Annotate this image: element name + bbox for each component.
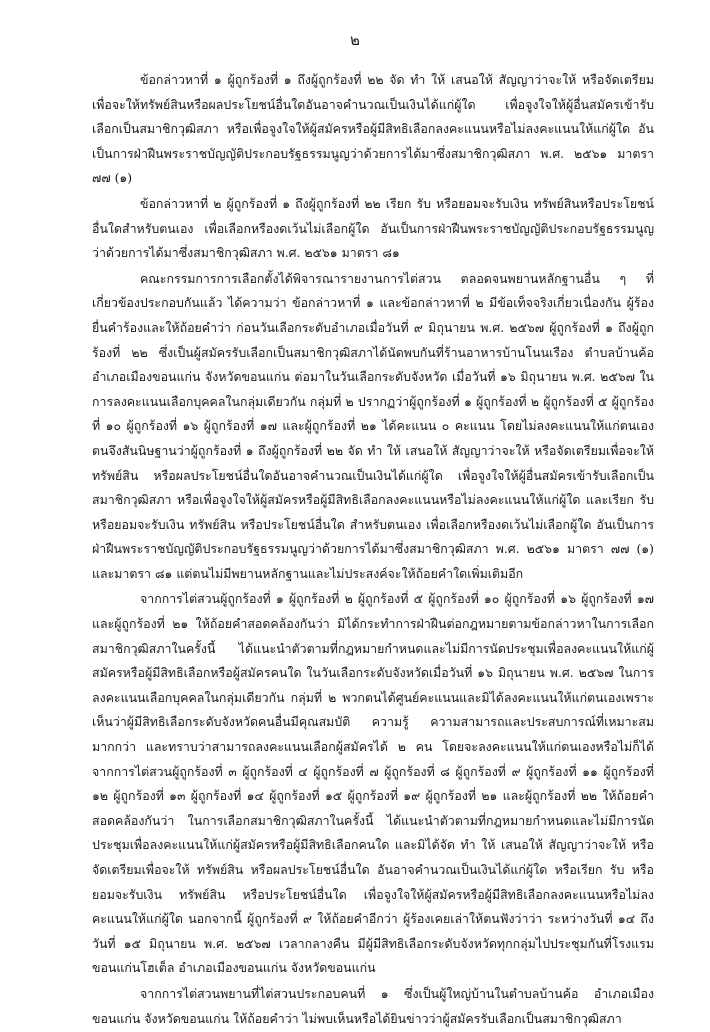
paragraph-witness-inquiry: จากการไต่สวนพยานที่ไต่สวนประกอบคนที่ ๑ ซึ่งเป็นผู้ใหญ่บ้านในตำบลบ้านค้อ อำเภอเมืองขอนแก่น จังหวัดขอนแก่น ให้ถ้อยคำว่า ไม่พบเห็นหรือได้ยินข่าวว่าผู้สมัครรับเลือกเป็นสมาชิกวุฒิสภา bbox=[92, 985, 654, 1026]
paragraph-allegation-1: ข้อกล่าวหาที่ ๑ ผู้ถูกร้องที่ ๑ ถึงผู้ถูกร้องที่ ๒๒ จัด ทำ ให้ เสนอให้ สัญญาว่าจะให้ หรือจัดเตรียมเพื่อจะให้ทรัพย์สินหรือผลประโยชน์อื่นใดอันอาจคำนวณเป็นเงินได้แก่ผู้ใด เพื่อจูงใจให้ผู้อื่นสมัครเข้ารับเลือกเป็นสมาชิกวุฒิสภา หรือเพื่อจูงใจให้ผู้สมัครหรือผู้มีสิทธิเลือกลงคะแนนหรือไม่ลงคะแนนให้แก่ผู้ใด อันเป็นการฝ่าฝืนพระราชบัญญัติประกอบรัฐธรรมนูญว่าด้วยการได้มาซึ่งสมาชิกวุฒิสภา พ.ศ. ๒๕๖๑ มาตรา ๗๗ (๑) bbox=[92, 72, 654, 186]
page-number: ๒ bbox=[350, 31, 360, 49]
paragraph-committee-consideration: คณะกรรมการการเลือกตั้งได้พิจารณารายงานการไต่สวน ตลอดจนพยานหลักฐานอื่น ๆ ที่เกี่ยวข้องประกอบกันแล้ว ได้ความว่า ข้อกล่าวหาที่ ๑ และข้อกล่าวหาที่ ๒ มีข้อเท็จจริงเกี่ยวเนื่องกัน ผู้ร้องยื่นคำร้องและให้ถ้อยคำว่า ก่อนวันเลือกระดับอำเภอเมื่อวันที่ ๙ มิถุนายน พ.ศ. ๒๕๖๗ ผู้ถูกร้องที่ ๑ ถึงผู้ถูกร้องที่ ๒๒ ซึ่งเป็นผู้สมัครรับเลือกเป็นสมาชิกวุฒิสภาได้นัดพบกันที่ร้านอาหารบ้านโนนเรือง ตำบลบ้านค้อ อำเภอเมืองขอนแก่น จังหวัดขอนแก่น ต่อมาในวันเลือกระดับจังหวัด เมื่อวันที่ ๑๖ มิถุนายน พ.ศ. ๒๕๖๗ ในการลงคะแนนเลือกบุคคลในกลุ่มเดียวกัน กลุ่มที่ ๒ ปรากฏว่าผู้ถูกร้องที่ ๑ ผู้ถูกร้องที่ ๒ ผู้ถูกร้องที่ ๕ ผู้ถูกร้องที่ ๑๐ ผู้ถูกร้องที่ ๑๖ ผู้ถูกร้องที่ ๑๗ และผู้ถูกร้องที่ ๒๑ ได้คะแนน ๐ คะแนน โดยไม่ลงคะแนนให้แก่ตนเอง ตนจึงสันนิษฐานว่าผู้ถูกร้องที่ ๑ ถึงผู้ถูกร้องที่ ๒๒ จัด ทำ ให้ เสนอให้ สัญญาว่าจะให้ หรือจัดเตรียมเพื่อจะให้ ทรัพย์สิน หรือผลประโยชน์อื่นใดอันอาจคำนวณเป็นเงินได้แก่ผู้ใด เพื่อจูงใจให้ผู้อื่นสมัครเข้ารับเลือกเป็นสมาชิกวุฒิสภา หรือเพื่อจูงใจให้ผู้สมัครหรือผู้มีสิทธิเลือกลงคะแนนหรือไม่ลงคะแนนให้แก่ผู้ใด และเรียก รับ หรือยอมจะรับเงิน ทรัพย์สิน หรือประโยชน์อื่นใด สำหรับตนเอง เพื่อเลือกหรืองดเว้นไม่เลือกผู้ใด อันเป็นการฝ่าฝืนพระราชบัญญัติประกอบรัฐธรรมนูญว่าด้วยการได้มาซึ่งสมาชิกวุฒิสภา พ.ศ. ๒๕๖๑ มาตรา ๗๗ (๑) และมาตรา ๘๑ แต่ตนไม่มีพยานหลักฐานและไม่ประสงค์จะให้ถ้อยคำใดเพิ่มเติมอีก bbox=[92, 270, 654, 581]
paragraph-allegation-2: ข้อกล่าวหาที่ ๒ ผู้ถูกร้องที่ ๑ ถึงผู้ถูกร้องที่ ๒๒ เรียก รับ หรือยอมจะรับเงิน ทรัพย์สินหรือประโยชน์อื่นใดสำหรับตนเอง เพื่อเลือกหรืองดเว้นไม่เลือกผู้ใด อันเป็นการฝ่าฝืนพระราชบัญญัติประกอบรัฐธรรมนูญว่าด้วยการได้มาซึ่งสมาชิกวุฒิสภา พ.ศ. ๒๕๖๑ มาตรา ๘๑ bbox=[92, 195, 654, 261]
document-body bbox=[92, 68, 654, 1032]
paragraph-respondents-inquiry: จากการไต่สวนผู้ถูกร้องที่ ๑ ผู้ถูกร้องที่ ๒ ผู้ถูกร้องที่ ๕ ผู้ถูกร้องที่ ๑๐ ผู้ถูกร้องที่ ๑๖ ผู้ถูกร้องที่ ๑๗ และผู้ถูกร้องที่ ๒๑ ให้ถ้อยคำสอดคล้องกันว่า มิได้กระทำการฝ่าฝืนต่อกฎหมายตามข้อกล่าวหาในการเลือกสมาชิกวุฒิสภาในครั้งนี้ ได้แนะนำตัวตามที่กฎหมายกำหนดและไม่มีการนัดประชุมเพื่อลงคะแนนให้แก่ผู้สมัครหรือผู้มีสิทธิเลือกหรือผู้สมัครคนใด ในวันเลือกระดับจังหวัดเมื่อวันที่ ๑๖ มิถุนายน พ.ศ. ๒๕๖๗ ในการลงคะแนนเลือกบุคคลในกลุ่มเดียวกัน กลุ่มที่ ๒ พวกตนได้ศูนย์คะแนนและมิได้ลงคะแนนให้แก่ตนเองเพราะเห็นว่าผู้มีสิทธิเลือกระดับจังหวัดคนอื่นมีคุณสมบัติ ความรู้ ความสามารถและประสบการณ์ที่เหมาะสมมากกว่า และทราบว่าสามารถลงคะแนนเลือกผู้สมัครได้ ๒ คน โดยจะลงคะแนนให้แก่ตนเองหรือไม่ก็ได้ จากการไต่สวนผู้ถูกร้องที่ ๓ ผู้ถูกร้องที่ ๔ ผู้ถูกร้องที่ ๗ ผู้ถูกร้องที่ ๘ ผู้ถูกร้องที่ ๙ ผู้ถูกร้องที่ ๑๑ ผู้ถูกร้องที่ ๑๒ ผู้ถูกร้องที่ ๑๓ ผู้ถูกร้องที่ ๑๔ ผู้ถูกร้องที่ ๑๕ ผู้ถูกร้องที่ ๑๙ ผู้ถูกร้องที่ ๒๑ และผู้ถูกร้องที่ ๒๒ ให้ถ้อยคำสอดคล้องกันว่า ในการเลือกสมาชิกวุฒิสภาในครั้งนี้ ได้แนะนำตัวตามที่กฎหมายกำหนดและไม่มีการนัดประชุมเพื่อลงคะแนนให้แก่ผู้สมัครหรือผู้มีสิทธิเลือกคนใด และมิได้จัด ทำ ให้ เสนอให้ สัญญาว่าจะให้ หรือจัดเตรียมเพื่อจะให้ ทรัพย์สิน หรือผลประโยชน์อื่นใด อันอาจคำนวณเป็นเงินได้แก่ผู้ใด หรือเรียก รับ หรือยอมจะรับเงิน ทรัพย์สิน หรือประโยชน์อื่นใด เพื่อจูงใจให้ผู้สมัครหรือผู้มีสิทธิเลือกลงคะแนนหรือไม่ลงคะแนนให้แก่ผู้ใด นอกจากนี้ ผู้ถูกร้องที่ ๙ ให้ถ้อยคำอีกว่า ผู้ร้องเคยเล่าให้ตนฟังว่าว่า ระหว่างวันที่ ๑๔ ถึงวันที่ ๑๕ มิถุนายน พ.ศ. ๒๕๖๗ เวลากลางคืน มีผู้มีสิทธิเลือกระดับจังหวัดทุกกลุ่มไปประชุมกันที่โรงแรมขอนแก่นโฮเต็ล อำเภอเมืองขอนแก่น จังหวัดขอนแก่น bbox=[92, 591, 654, 976]
